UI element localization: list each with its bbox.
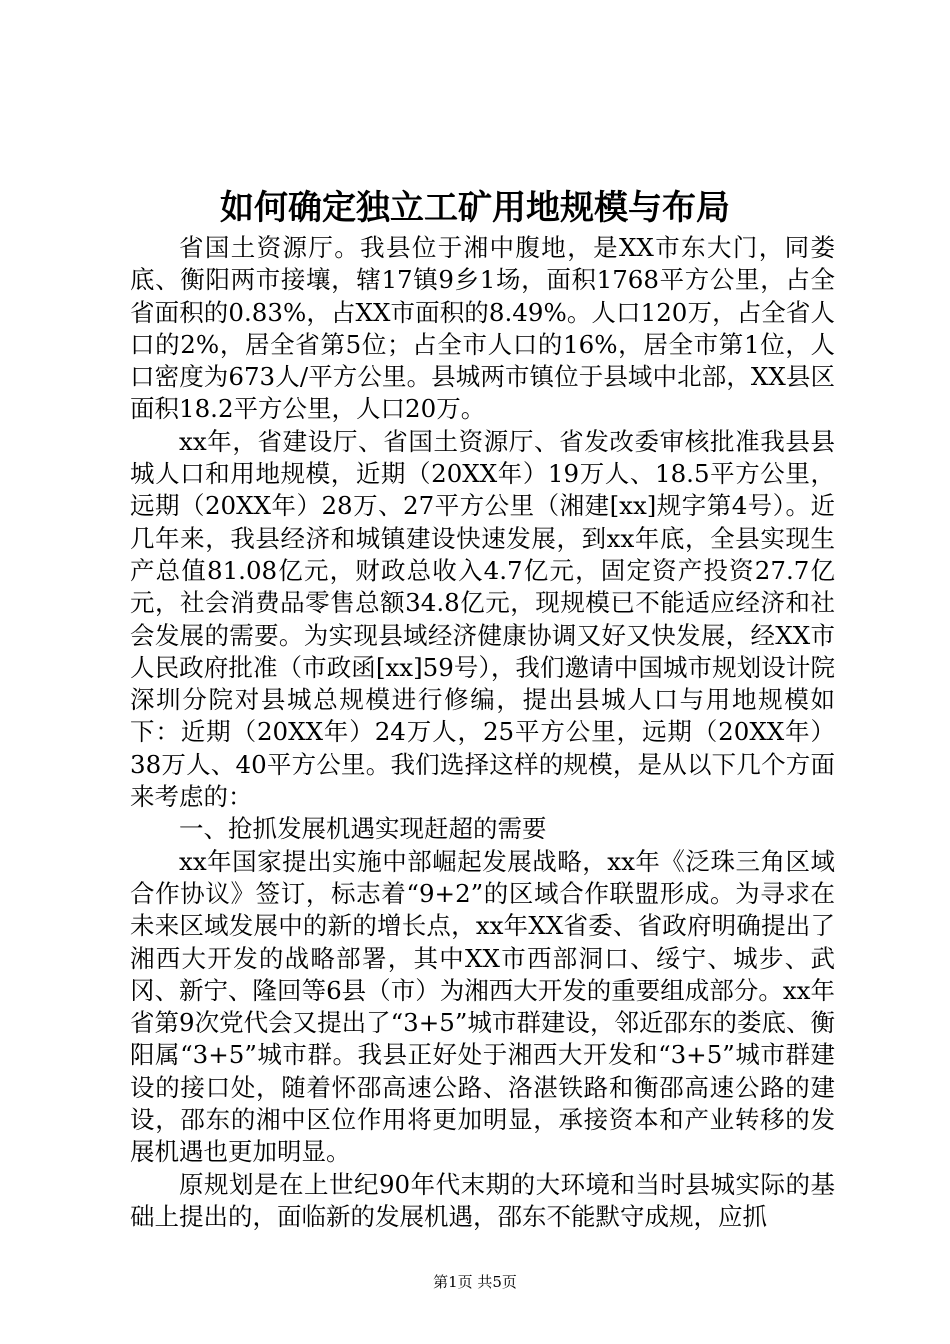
- document-title: 如何确定独立工矿用地规模与布局: [220, 188, 730, 228]
- document-body: [130, 232, 835, 1233]
- paragraph-2: xx年，省建设厅、省国土资源厅、省发改委审核批准我县县城人口和用地规模，近期（20XX年）19万人、18.5平方公里，远期（20XX年）28万、27平方公里（湘建[xx]规字第4号）。近几年来，我县经济和城镇建设快速发展，到xx年底，全县实现生产总值81.08亿元，财政总收入4.7亿元，固定资产投资27.7亿元，社会消费品零售总额34.8亿元，现规模已不能适应经济和社会发展的需要。为实现县域经济健康协调又好又快发展，经XX市人民政府批准（市政函[xx]59号），我们邀请中国城市规划设计院深圳分院对县城总规模进行修编，提出县城人口与用地规模如下：近期（20XX年）24万人，25平方公里，远期（20XX年）38万人、40平方公里。我们选择这样的规模，是从以下几个方面来考虑的：: [130, 426, 835, 812]
- page-footer: 第1页 共5页: [433, 1273, 517, 1291]
- section-heading-1: 一、抢抓发展机遇实现赶超的需要: [179, 814, 547, 844]
- paragraph-1: 省国土资源厅。我县位于湘中腹地，是XX市东大门，同娄底、衡阳两市接壤，辖17镇9乡1场，面积1768平方公里，占全省面积的0.83%，占XX市面积的8.49%。人口120万，占全省人口的2%，居全省第5位；占全市人口的16%，居全市第1位，人口密度为673人/平方公里。县城两市镇位于县域中北部，XX县区面积18.2平方公里，人口20万。: [130, 233, 835, 424]
- paragraph-3: xx年国家提出实施中部崛起发展战略，xx年《泛珠三角区域合作协议》签订，标志着“9+2”的区域合作联盟形成。为寻求在未来区域发展中的新的增长点，xx年XX省委、省政府明确提出了湘西大开发的战略部署，其中XX市西部洞口、绥宁、城步、武冈、新宁、隆回等6县（市）为湘西大开发的重要组成部分。xx年省第9次党代会又提出了“3+5”城市群建设，邻近邵东的娄底、衡阳属“3+5”城市群。我县正好处于湘西大开发和“3+5”城市群建设的接口处，随着怀邵高速公路、洛湛铁路和衡邵高速公路的建设，邵东的湘中区位作用将更加明显，承接资本和产业转移的发展机遇也更加明显。: [130, 846, 835, 1167]
- paragraph-4: 原规划是在上世纪90年代末期的大环境和当时县城实际的基础上提出的，面临新的发展机遇，邵东不能默守成规，应抓: [130, 1169, 835, 1231]
